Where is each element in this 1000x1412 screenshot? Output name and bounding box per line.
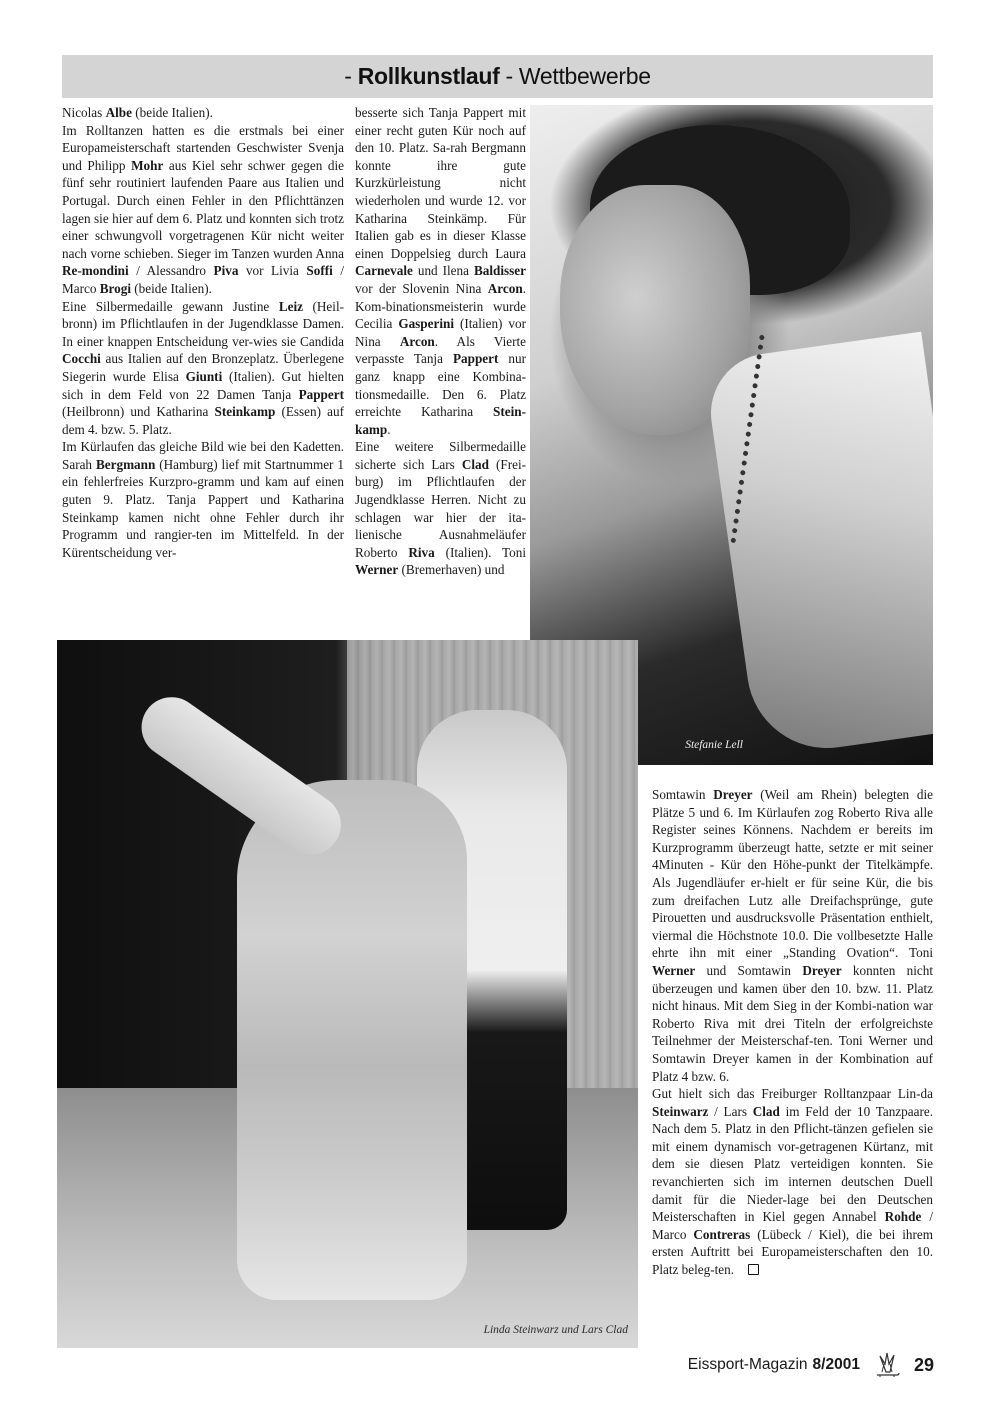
bold-name: Rohde [884,1209,922,1225]
photo-caption-bottom: Linda Steinwarz und Lars Clad [483,1324,628,1336]
bold-name: Pappert [298,386,344,402]
article-column-1 [62,104,344,561]
text-run: (Heilbronn) und Katharina [62,404,215,420]
header-separator: - [505,63,513,89]
header-prefix: - [344,63,352,89]
text-run: . Kom-binationsmeisterin wurde Cecilia [355,280,526,332]
text-run: / Alessandro [128,263,214,279]
text-run: (Italien) vor Nina [355,316,526,349]
article-paragraph [62,104,344,122]
text-run: nur ganz knapp eine Kombina-tionsmedaille. Den 6. Platz erreichte Katharina [355,351,526,420]
article-paragraph [652,786,933,1085]
bold-name: Steinwarz [652,1103,709,1119]
text-run: konnten nicht überzeugen und kamen über den 10. bzw. 11. Platz nicht hinaus. Mit dem Sieg in der Kombi-nation war Roberto Riva mit drei Titeln der erfolgreichste Teilnehmer der Meisterschaf-ten. Toni Werner und Somtawin Dreyer kamen in der Kombination auf Platz 4 bzw. 6. [652,962,934,1084]
bold-name: Werner [355,562,399,578]
bold-name: Stein-kamp [355,404,526,437]
text-run: im Feld der 10 Tanzpaare. Nach dem 5. Platz in den Pflicht-tänzen gefielen sie mit einem dynamisch vor-getragenen Kürtanz, mit dem sie diesen Platz verteidigen konnten. Sie revanchierten sich im internen deutschen Duell damit für die Nieder-lage bei den Deutschen Meisterschaften in Kiel gegen Annabel [652,1103,933,1225]
bold-name: Mohr [131,157,164,173]
text-run: (Italien). Toni [434,544,526,560]
text-run: aus Kiel sehr schwer gegen die fünf sehr routiniert laufenden Paare aus Italien und Portugal. Durch einen Fehler in den Pflichttänzen lagen sie hier auf dem 6. Platz und konnten sich trotz einer schwungvoll vorgetragenen Kür nicht weiter nach vorne schieben. Sieger im Tanzen wurden Anna [62,157,345,261]
header-section: Rollkunstlauf [357,63,500,89]
text-run: (Italien). Gut hielten sich in dem Feld von 22 Damen Tanja [62,368,344,402]
article-column-2 [355,104,526,579]
text-run: Eine Silbermedaille gewann Justine [62,298,279,314]
photo-costume-shape [703,332,933,759]
bold-name: Baldisser [473,263,526,279]
bold-name: Arcon [399,333,435,349]
text-run: (Frei-burg) im Pflichtlaufen der Jugendklasse Herren. Nicht zu schlagen war hier der ita-lienische Ausnahmeläufer Roberto [355,456,527,560]
bold-name: Piva [213,263,239,279]
bold-name: Clad [752,1103,780,1119]
end-of-article-box-icon [748,1264,759,1275]
text-run: (Lübeck / Kiel), die bei ihrem ersten Auftritt bei Europameisterschaften den 10. Platz beleg-ten. [652,1226,934,1278]
bold-name: Clad [461,456,489,472]
text-run: Nicolas [62,105,106,120]
bold-name: Dreyer [713,787,753,802]
text-run: (Essen) auf dem 4. bzw. 5. Platz. [62,404,345,437]
bold-name: Bergmann [95,456,156,472]
bold-name: Gasperini [398,316,455,332]
bold-name: Arcon [487,280,523,296]
text-run: vor der Slovenin Nina [355,280,488,296]
bold-name: Giunti [185,368,223,384]
bold-name: Leiz [278,298,303,314]
photo-steinwarz-clad [57,640,638,1348]
text-run: vor Livia [238,263,307,279]
header-subsection: Wettbewerbe [518,63,651,89]
text-run: (Heil-bronn) im Pflichtlaufen in der Jugendklasse Damen. In einer knappen Entscheidung ver-wies sie Candida [62,298,344,349]
text-run: / Marco [62,263,344,296]
footer-issue: 8/2001 [812,1356,860,1373]
text-run: und Ilena [412,263,474,279]
text-run: Im Kürlaufen das gleiche Bild wie bei den Kadetten. Sarah [62,439,344,472]
skate-logo-icon [872,1350,902,1380]
bold-name: Carnevale [355,263,413,279]
article-column-3 [652,786,933,1279]
text-run: . [387,421,391,437]
bold-name: Cocchi [62,351,101,367]
bold-name: Brogi [99,280,131,296]
text-run: (Bremerhaven) und [398,562,505,578]
text-run: Somtawin [652,787,714,802]
text-run: Im Rolltanzen hatten es die erstmals bei einer Europameisterschaft startenden Geschwister Svenja und Philipp [62,122,344,173]
text-run: / Marco [652,1209,933,1242]
text-run: (Weil am Rhein) belegten die Plätze 5 und 6. Im Kürlaufen zog Roberto Riva alle Register seines Könnens. Nachdem er bereits im Kurzprogramm überzeugt hatte, setzte er mit seiner 4Minuten - Kür den Höhe-punkt der Titelkämpfe. Als Jugendläufer er-hielt er für seine Kür, die bis zum dreifachen Lutz alle Dreifachsprünge, gute Pirouetten und ausdrucksvolle Präsentation enthielt, viermal die Höchstnote 10.0. Die vollbesetzte Halle ehrte ihn mit einer „Standing Ovation“. Toni [652,787,934,961]
text-run: (Hamburg) lief mit Startnummer 1 ein fehlerfreies Kurzpro-gramm und kam auf einen guten 9. Platz. Tanja Pappert und Katharina Steinkamp kamen nicht ohne Fehler durch ihr Programm und rangier-ten im Mittelfeld. In der Kürentscheidung ver- [62,456,344,560]
article-paragraph [355,438,526,579]
text-run: (beide Italien). [131,105,213,120]
bold-name: Re-mondini [62,263,129,279]
bold-name: Dreyer [802,962,842,978]
text-run: . Als Vierte verpasste Tanja [355,333,526,367]
article-paragraph [62,122,344,298]
text-run: (beide Italien). [130,280,212,296]
bold-name: Albe [105,105,132,120]
section-header [62,55,933,98]
bold-name: Pappert [452,351,499,367]
bold-name: Riva [408,544,435,560]
bold-name: Soffi [306,263,333,279]
text-run: Gut hielt sich das Freiburger Rolltanzpaar Lin-da [652,1086,933,1102]
photo-raised-arm [130,685,353,866]
text-run: besserte sich Tanja Pappert mit einer recht guten Kür noch auf den 10. Platz. Sa-rah Bergmann konnte ihre gute Kurzkürleistung nicht wiederholen und wurde 12. vor Katharina Steinkämp. Für Italien gab es in dieser Klasse einen Doppelsieg durch Laura [355,105,526,261]
bold-name: Steinkamp [214,404,276,420]
page-footer [688,1350,934,1380]
footer-magazine-name: Eissport-Magazin [687,1356,808,1373]
page-number: 29 [913,1354,934,1375]
text-run: und Somtawin [695,962,803,978]
article-paragraph [355,104,526,438]
bold-name: Werner [652,962,696,978]
text-run: Eine weitere Silbermedaille sicherte sich Lars [355,439,526,472]
photo-caption-top: Stefanie Lell [685,739,743,751]
text-run: / Lars [708,1103,753,1119]
article-paragraph [62,438,344,561]
bold-name: Contreras [693,1226,751,1242]
article-paragraph [62,298,344,439]
photo-female-skater [237,780,467,1300]
text-run: aus Italien auf den Bronzeplatz. Überlegene Siegerin wurde Elisa [62,351,344,384]
article-paragraph [652,1085,933,1279]
